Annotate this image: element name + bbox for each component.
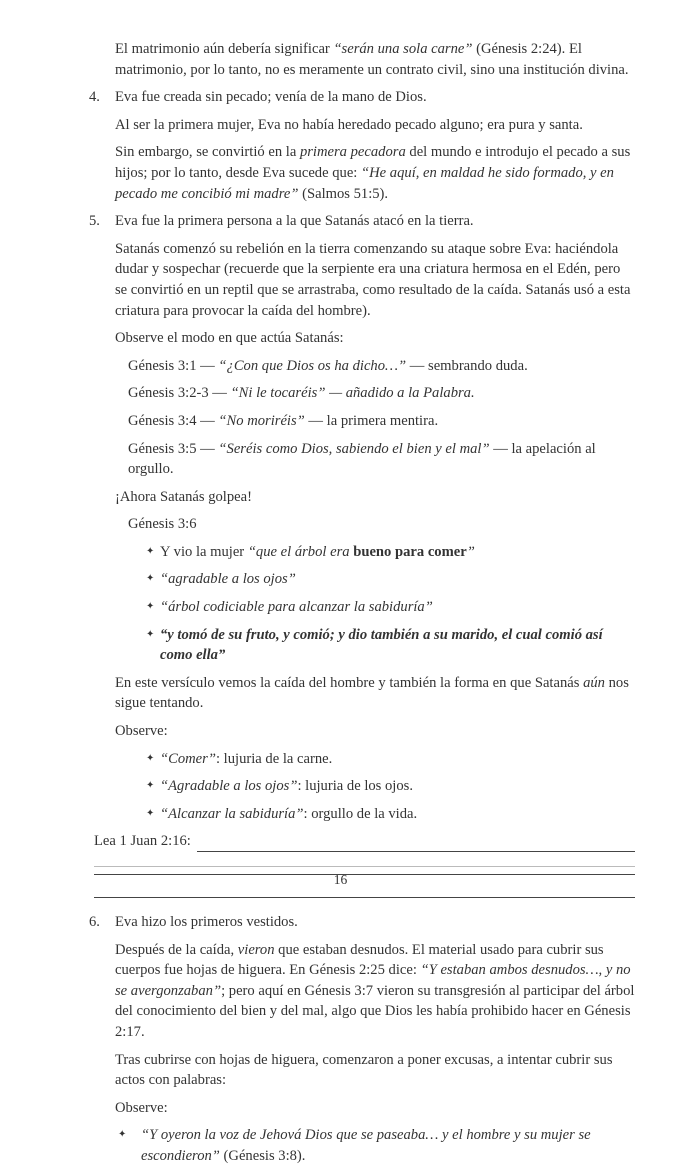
text: Génesis 3:2-3 — xyxy=(128,385,231,402)
quote: “serán una sola carne” xyxy=(333,41,473,57)
bullet-item xyxy=(0,625,681,666)
paragraph: Satanás comenzó su rebelión en la tierra comenzando su ataque sobre Eva: haciéndola dudar y sospechar (recuerde que la serpiente era una criatura hermosa en el Edén, pero se convirtió en un reptil que se arrastraba, como resultado de la caída. Satanás usó a esta criatura para provocar la caída del hombre). xyxy=(115,240,631,319)
bullet-icon: ✦ xyxy=(118,1129,127,1141)
item-number: 5. xyxy=(89,213,100,230)
write-in-row xyxy=(0,831,681,852)
bold-quote: “y tomó de su fruto, y comió; y dio también a su marido, el cual comió así como ella” xyxy=(160,626,603,664)
text: ; pero aquí en Génesis 3:7 vieron su transgresión al participar del árbol del conocimiento del bien y del mal, algo que Dios les había prohibido hacer en Génesis 2:17. xyxy=(115,982,635,1040)
text: — la primera mentira. xyxy=(304,412,439,429)
bullet-icon: ✦ xyxy=(146,752,155,764)
text: Después de la caída, xyxy=(115,941,238,958)
bullet-item xyxy=(0,569,681,590)
text: Génesis 3:4 — xyxy=(128,412,219,429)
quote: “Alcanzar la sabiduría” xyxy=(160,805,304,822)
text: En este versículo vemos la caída del hombre y también la forma en que Satanás xyxy=(115,674,584,691)
quote: “Ni le tocaréis” — añadido a la Palabra. xyxy=(230,385,475,402)
bullet-item xyxy=(0,1125,681,1166)
genesis-line xyxy=(0,383,681,404)
paragraph: ¡Ahora Satanás golpea! xyxy=(115,488,252,505)
write-in-label: Lea 1 Juan 2:16: xyxy=(94,833,191,850)
text: Génesis 3:1 — xyxy=(128,357,219,374)
text: — la apelación al orgullo. xyxy=(128,440,596,478)
quote: “agradable a los ojos” xyxy=(160,571,296,588)
text: nos sigue tentando. xyxy=(115,674,629,712)
text: : lujuria de la carne. xyxy=(215,750,333,767)
bold-text: bueno para comer xyxy=(353,543,467,560)
quote: “árbol codiciable para alcanzar la sabiduría” xyxy=(160,599,433,616)
paragraph: Tras cubrirse con hojas de higuera, comenzaron a poner excusas, a intentar cubrir sus actos con palabras: xyxy=(115,1051,613,1089)
quote: “¿Con que Dios os ha dicho…” xyxy=(218,357,407,374)
paragraph xyxy=(0,673,681,714)
bullet-item xyxy=(0,542,681,563)
text: Sin embargo, se convirtió en la xyxy=(115,144,300,161)
bullet-icon: ✦ xyxy=(146,601,155,613)
page-body xyxy=(0,39,681,1167)
list-item-5 xyxy=(0,211,681,232)
text: : orgullo de la vida. xyxy=(303,805,418,822)
text: (Génesis 2:24). El matrimonio, por lo tanto, no es meramente un contrato civil, sino una institución divina. xyxy=(115,41,629,78)
bullet-icon: ✦ xyxy=(146,807,155,819)
quote: “Seréis como Dios, sabiendo el bien y el mal” xyxy=(218,440,490,457)
bullet-item xyxy=(0,776,681,797)
emphasis: vieron xyxy=(237,941,275,958)
paragraph-marriage xyxy=(0,39,681,80)
quote: “Y estaban ambos desnudos…, y no se avergonzaban” xyxy=(115,962,631,999)
genesis-line xyxy=(0,439,681,480)
bullet-icon: ✦ xyxy=(146,628,155,640)
quote: “Comer” xyxy=(160,750,216,767)
text: El matrimonio aún debería significar xyxy=(115,41,334,57)
genesis-line xyxy=(0,411,681,432)
bullet-icon: ✦ xyxy=(146,780,155,792)
item-number: 6. xyxy=(89,914,100,930)
item-title: Eva fue la primera persona a la que Satanás atacó en la tierra. xyxy=(115,213,474,230)
quote: “Y oyeron la voz de Jehová Dios que se paseaba… y el hombre y su mujer se escondieron” xyxy=(141,1127,591,1164)
text: Génesis 3:5 — xyxy=(128,440,219,457)
paragraph: Observe: xyxy=(115,723,168,740)
verse-reference: Génesis 3:6 xyxy=(128,516,197,533)
page-number: 16 xyxy=(333,872,348,887)
text: del mundo e introdujo el pecado a sus hijos; por lo tanto, desde Eva sucede que: xyxy=(115,144,631,181)
text: que estaban desnudos. El material usado para cubrir sus cuerpos fue hojas de higuera. En Génesis 2:25 dice: xyxy=(115,941,604,979)
footer-divider xyxy=(94,866,635,867)
paragraph: Al ser la primera mujer, Eva no había heredado pecado alguno; era pura y santa. xyxy=(115,116,583,133)
quote: “Agradable a los ojos” xyxy=(160,778,298,795)
quote: ” xyxy=(466,543,475,560)
text: — sembrando duda. xyxy=(406,357,528,374)
list-item-6 xyxy=(0,912,681,933)
item-title: Eva hizo los primeros vestidos. xyxy=(115,914,298,930)
item-number: 4. xyxy=(89,89,100,106)
paragraph: Observe el modo en que actúa Satanás: xyxy=(115,330,344,347)
genesis-line xyxy=(0,356,681,377)
text: (Génesis 3:8). xyxy=(219,1147,306,1164)
text: (Salmos 51:5). xyxy=(298,185,389,202)
text: : lujuria de los ojos. xyxy=(297,778,413,795)
paragraph xyxy=(0,940,681,1043)
bullet-item xyxy=(0,749,681,770)
paragraph: Observe: xyxy=(115,1099,168,1116)
quote: “He aquí, en maldad he sido formado, y en pecado me concibió mi madre” xyxy=(115,164,614,202)
quote: “No moriréis” xyxy=(218,412,305,429)
quote: “que el árbol era xyxy=(247,543,354,560)
emphasis: primera pecadora xyxy=(299,144,406,161)
list-item-4 xyxy=(0,87,681,108)
write-in-line[interactable] xyxy=(197,835,635,852)
paragraph xyxy=(0,142,681,204)
bullet-item xyxy=(0,597,681,618)
bullet-icon: ✦ xyxy=(146,573,155,585)
text: Y vio la mujer xyxy=(160,543,248,560)
bullet-item xyxy=(0,804,681,825)
item-title: Eva fue creada sin pecado; venía de la mano de Dios. xyxy=(115,89,427,106)
emphasis: aún xyxy=(583,674,605,691)
bullet-icon: ✦ xyxy=(146,545,155,557)
